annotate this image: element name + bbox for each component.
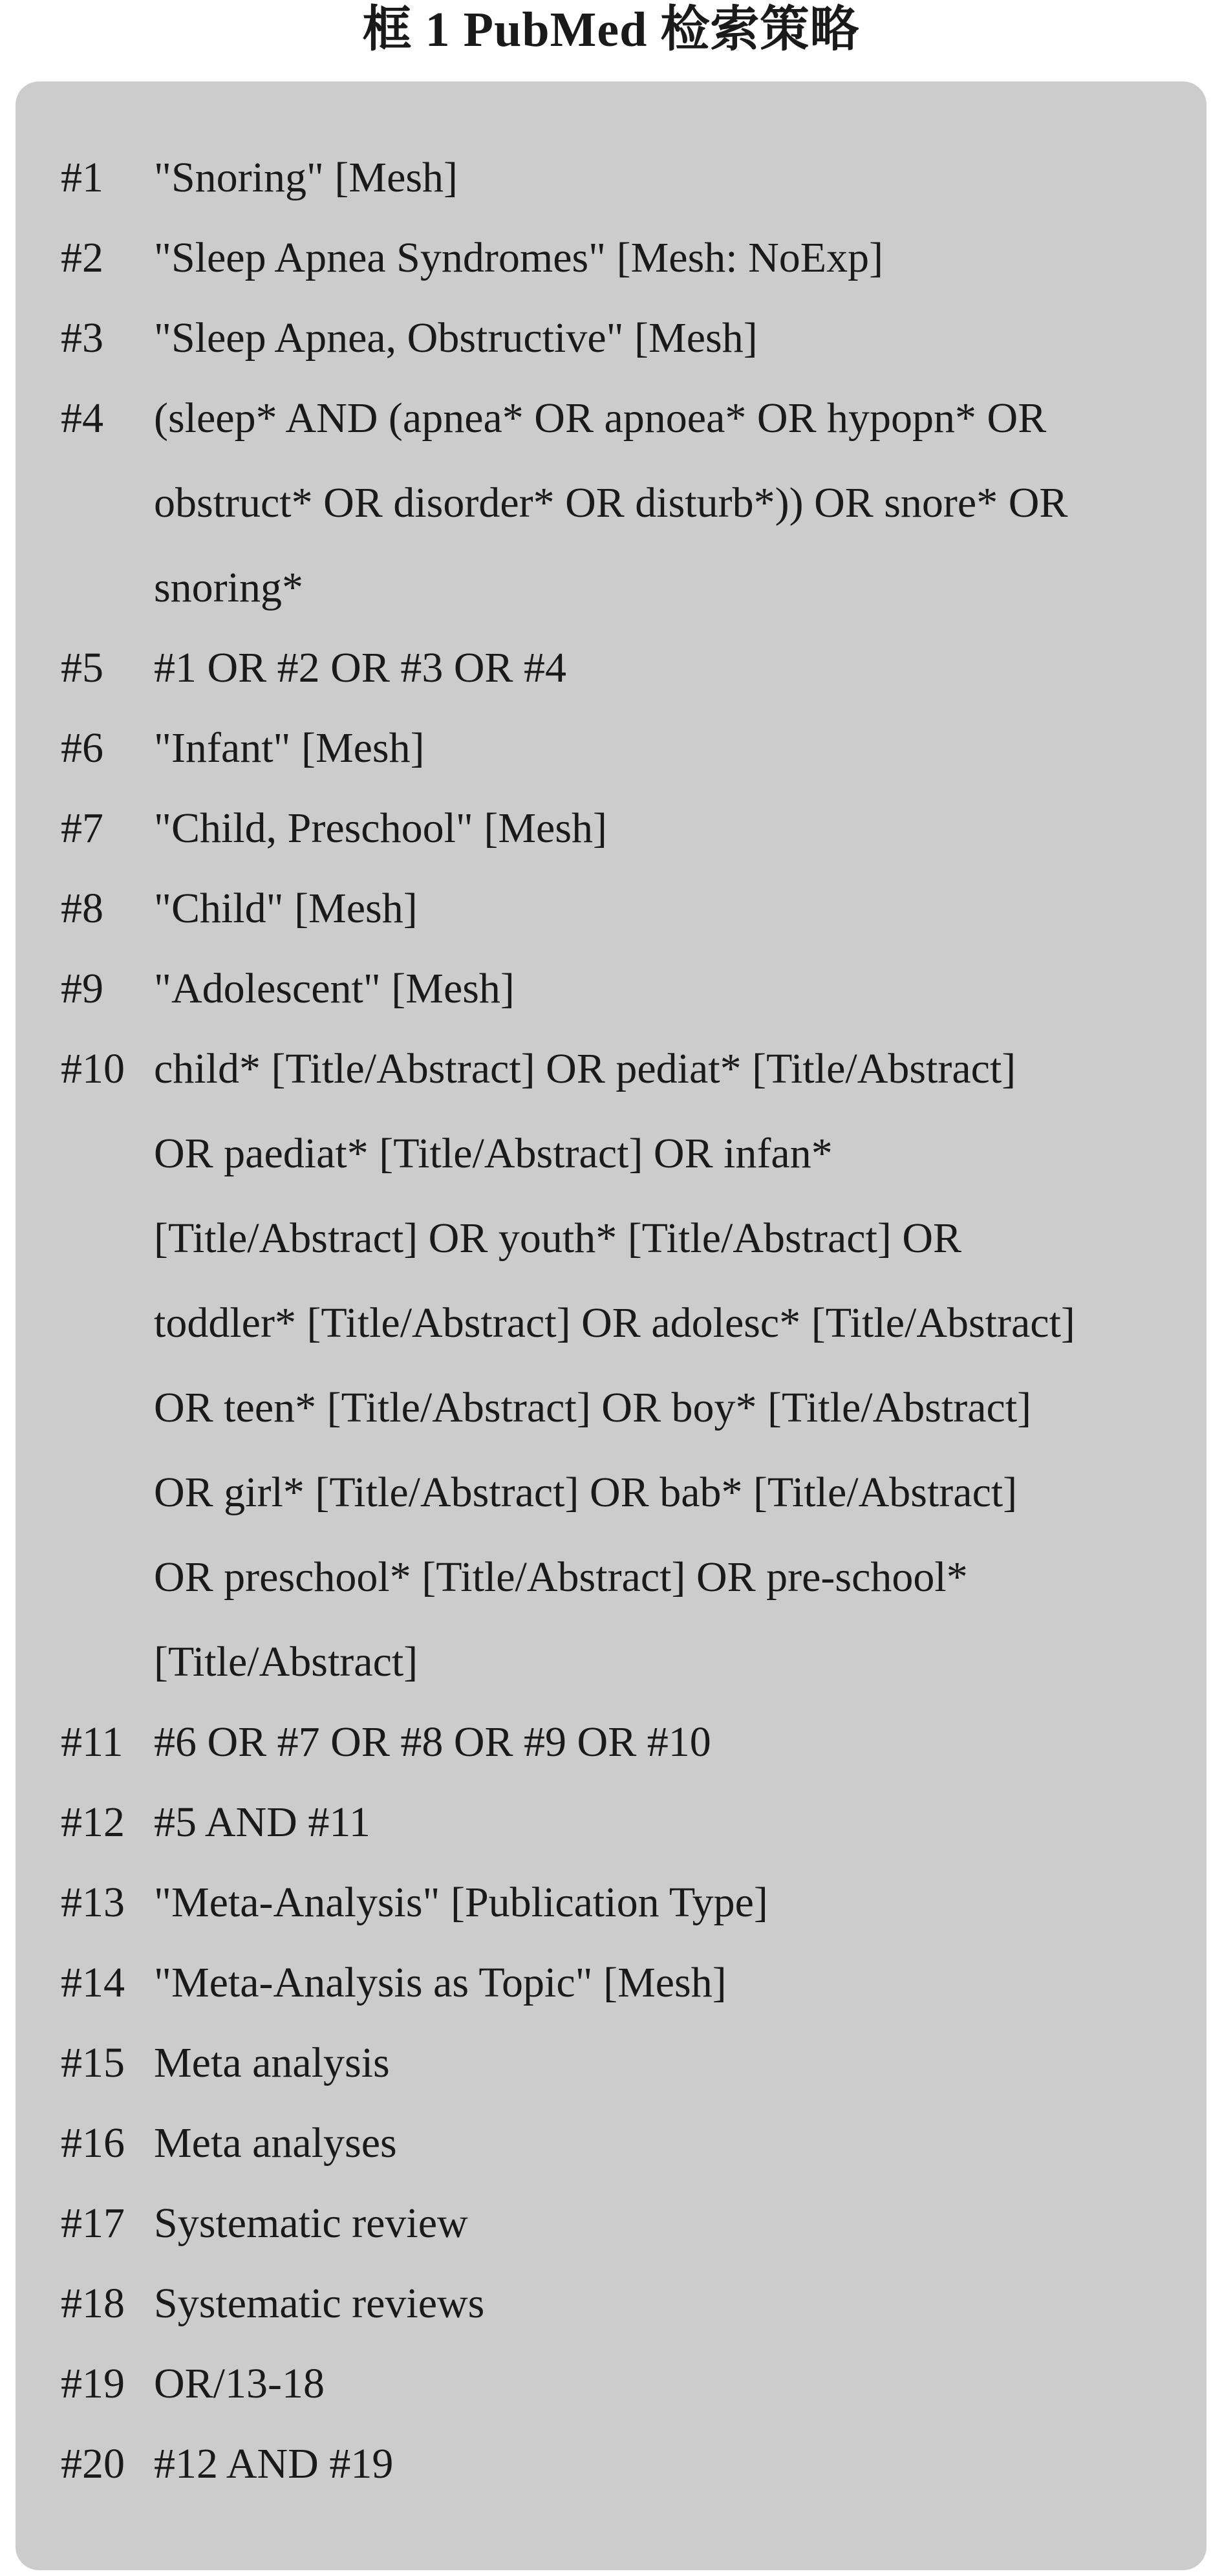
search-step-query-line: "Sleep Apnea Syndromes" [Mesh: NoExp]: [154, 234, 884, 281]
search-step-query-line: OR girl* [Title/Abstract] OR bab* [Title/Abstract]: [154, 1469, 1018, 1516]
search-step-query-line: Systematic review: [154, 2200, 468, 2247]
search-step-number: #10: [61, 1045, 125, 1092]
search-step-query: [154, 2101, 1173, 2185]
search-step-row: [61, 2105, 1173, 2185]
search-step-query-line: "Infant" [Mesh]: [154, 724, 425, 772]
search-step-row: [61, 2266, 1173, 2346]
search-strategy-panel: [16, 81, 1206, 2570]
search-step-query: [154, 1940, 1173, 2025]
search-step-row: [61, 871, 1173, 951]
search-step-number: #14: [61, 1959, 125, 2006]
search-step-query-line: #12 AND #19: [154, 2440, 394, 2487]
search-step-query-line: [Title/Abstract]: [154, 1638, 418, 1685]
search-step-query: [154, 135, 1173, 220]
box-title: 框 1 PubMed 检索策略: [362, 3, 860, 57]
search-step-query-line: #1 OR #2 OR #3 OR #4: [154, 644, 567, 691]
search-step-number: #16: [61, 2119, 125, 2167]
search-step-number: #18: [61, 2280, 125, 2327]
search-step-number: #9: [61, 965, 103, 1012]
search-step-query-line: "Child, Preschool" [Mesh]: [154, 805, 607, 852]
search-step-query-line: toddler* [Title/Abstract] OR adolesc* [Title/Abstract]: [154, 1299, 1075, 1347]
search-step-row: [61, 630, 1173, 710]
search-step-query-line: OR preschool* [Title/Abstract] OR pre-school*: [154, 1553, 968, 1601]
search-step-number: #11: [61, 1718, 123, 1766]
search-step-row: [61, 710, 1173, 790]
search-step-query-line: "Snoring" [Mesh]: [154, 154, 458, 201]
search-step-query-line: Meta analyses: [154, 2119, 397, 2167]
search-step-query: [154, 1780, 1173, 1865]
search-step-number: #4: [61, 395, 103, 442]
search-step-row: [61, 2025, 1173, 2105]
search-step-query-line: [Title/Abstract] OR youth* [Title/Abstract] OR: [154, 1215, 962, 1262]
search-step-query: [154, 1860, 1173, 1945]
search-step-row: [61, 1031, 1173, 1704]
search-step-number: #13: [61, 1879, 125, 1926]
search-step-number: #2: [61, 234, 103, 281]
search-step-query: [154, 296, 1173, 380]
search-step-query: [154, 1700, 1173, 1784]
search-step-query-line: "Adolescent" [Mesh]: [154, 965, 515, 1012]
search-step-query-line: "Child" [Mesh]: [154, 885, 418, 932]
search-step-row: [61, 220, 1173, 300]
search-step-query-line: OR/13-18: [154, 2360, 325, 2407]
search-step-row: [61, 140, 1173, 220]
search-step-query-line: #5 AND #11: [154, 1799, 370, 1846]
search-step-number: #5: [61, 644, 103, 691]
search-step-number: #6: [61, 724, 103, 772]
search-step-row: [61, 1865, 1173, 1945]
search-step-row: [61, 1704, 1173, 1784]
search-step-query-line: "Meta-Analysis" [Publication Type]: [154, 1879, 768, 1926]
search-step-query: [154, 215, 1173, 300]
search-step-query: [154, 2020, 1173, 2105]
search-step-query-line: Systematic reviews: [154, 2280, 485, 2327]
search-step-row: [61, 2185, 1173, 2266]
search-step-query-line: snoring*: [154, 564, 303, 611]
search-step-query-line: obstruct* OR disorder* OR disturb*)) OR snore* OR: [154, 479, 1068, 526]
search-step-query: [154, 786, 1173, 871]
search-strategy-list: [61, 140, 1173, 2506]
search-step-row: [61, 790, 1173, 871]
search-step-row: [61, 951, 1173, 1031]
search-step-query: [154, 1026, 1173, 1704]
search-step-query-line: OR teen* [Title/Abstract] OR boy* [Title/Abstract]: [154, 1384, 1032, 1431]
search-step-number: #15: [61, 2039, 125, 2086]
search-step-row: [61, 380, 1173, 630]
search-step-number: #19: [61, 2360, 125, 2407]
search-step-query-line: child* [Title/Abstract] OR pediat* [Title/Abstract]: [154, 1045, 1016, 1092]
search-step-query-line: "Meta-Analysis as Topic" [Mesh]: [154, 1959, 727, 2006]
search-step-number: #7: [61, 805, 103, 852]
search-step-query: [154, 2341, 1173, 2426]
search-step-query-line: OR paediat* [Title/Abstract] OR infan*: [154, 1130, 833, 1177]
search-step-query: [154, 2181, 1173, 2266]
search-step-query: [154, 376, 1173, 630]
search-step-query: [154, 866, 1173, 951]
search-step-query-line: #6 OR #7 OR #8 OR #9 OR #10: [154, 1718, 711, 1766]
search-step-query: [154, 706, 1173, 790]
search-step-number: #8: [61, 885, 103, 932]
search-step-number: #1: [61, 154, 103, 201]
search-step-query: [154, 2261, 1173, 2346]
search-step-row: [61, 1945, 1173, 2025]
search-step-query: [154, 2421, 1173, 2506]
search-step-query: [154, 946, 1173, 1031]
search-step-number: #12: [61, 1799, 125, 1846]
search-step-query: [154, 625, 1173, 710]
search-step-row: [61, 2426, 1173, 2506]
search-step-number: #17: [61, 2200, 125, 2247]
search-step-row: [61, 2346, 1173, 2426]
search-step-number: #3: [61, 314, 103, 362]
search-step-query-line: Meta analysis: [154, 2039, 390, 2086]
search-step-row: [61, 300, 1173, 380]
search-step-row: [61, 1784, 1173, 1865]
search-step-number: #20: [61, 2440, 125, 2487]
search-step-query-line: (sleep* AND (apnea* OR apnoea* OR hypopn* OR: [154, 395, 1047, 442]
search-step-query-line: "Sleep Apnea, Obstructive" [Mesh]: [154, 314, 758, 362]
